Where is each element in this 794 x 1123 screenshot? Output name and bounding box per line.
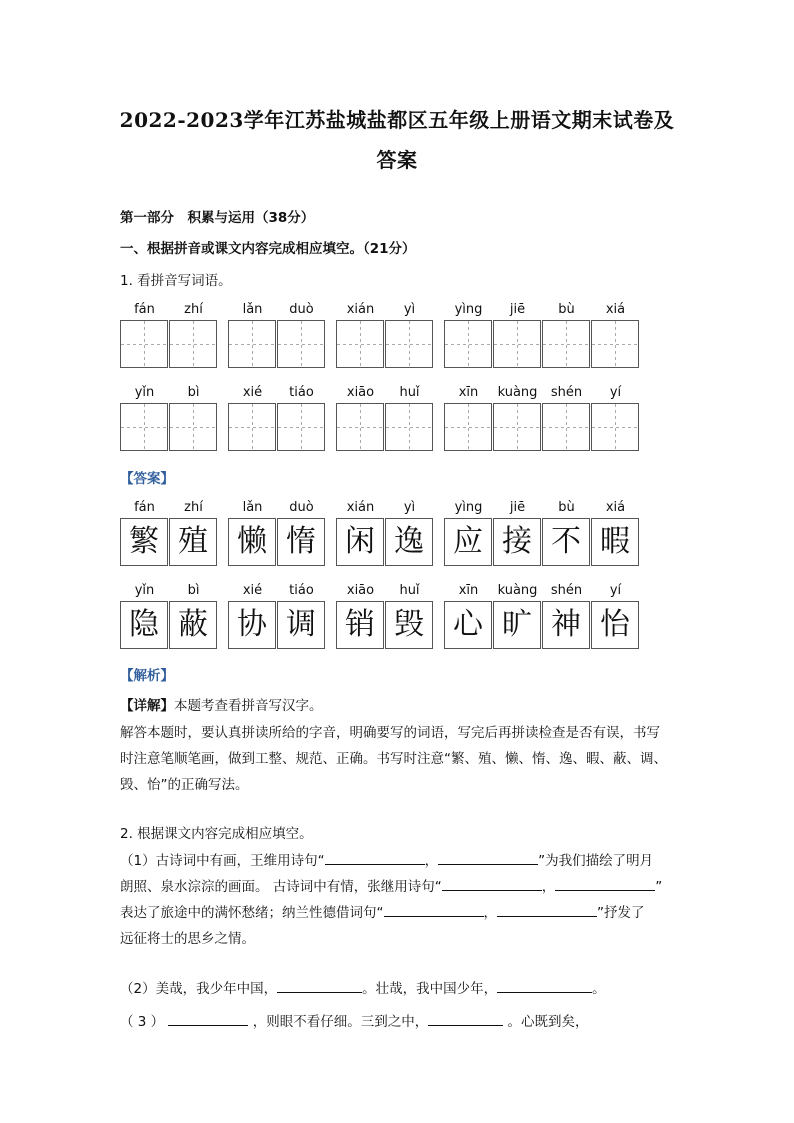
pinyin-label: yǐn — [134, 385, 155, 400]
char-cell — [169, 601, 217, 649]
pinyin-label: bì — [187, 385, 200, 400]
char-cell[interactable] — [493, 320, 541, 368]
char-cell — [336, 601, 384, 649]
char-cell[interactable] — [120, 403, 168, 451]
q2-part2: （2）美哉，我少年中国， 。壮哉，我中国少年， 。 — [120, 977, 606, 997]
q2-1-line-d: 远征将士的思乡之情。 — [120, 931, 255, 947]
char-text — [592, 404, 638, 450]
q2-part3: （ 3 ） ，则眼不看仔细。三到之中， 。心既到矣， — [120, 1010, 589, 1030]
char-cell — [493, 518, 541, 566]
fill-blank[interactable] — [438, 850, 538, 865]
char-cell — [120, 518, 168, 566]
char-cell — [444, 601, 492, 649]
pinyin-label: xián — [346, 302, 375, 317]
q2-1-line-a: （1）古诗词中有画，王维用诗句“ ， ”为我们描绘了明月 — [120, 848, 680, 874]
char-text — [494, 321, 540, 367]
char-cell[interactable] — [277, 403, 325, 451]
pinyin-label: kuàng — [497, 385, 538, 400]
pinyin-label: fán — [134, 500, 155, 515]
char-cell — [277, 518, 325, 566]
char-text: 旷 — [502, 607, 532, 642]
pinyin-label: yí — [609, 385, 622, 400]
pinyin-label: xīn — [458, 583, 479, 598]
char-text: 逸 — [394, 524, 424, 559]
char-cell[interactable] — [120, 320, 168, 368]
detail-line — [120, 694, 323, 714]
explanation — [120, 720, 680, 798]
pinyin-label: xié — [242, 583, 263, 598]
char-text: 销 — [345, 607, 375, 642]
part-heading: 第一部分 积累与运用（38分） — [120, 210, 315, 226]
explain-line-3: 毁、怡”的正确写法。 — [120, 777, 249, 793]
char-text: 毁 — [394, 607, 424, 642]
char-text: 调 — [286, 607, 316, 642]
char-text — [170, 404, 216, 450]
pinyin-label: jiē — [509, 500, 526, 515]
fill-blank[interactable] — [497, 902, 597, 917]
pinyin-label: shén — [550, 583, 583, 598]
pinyin-label: tiáo — [289, 385, 314, 400]
detail-tag: 【详解】 — [120, 698, 174, 714]
pinyin-label: xiá — [605, 500, 626, 515]
char-text — [592, 321, 638, 367]
char-text: 闲 — [345, 524, 375, 559]
char-text: 繁 — [129, 524, 159, 559]
fill-blank[interactable] — [442, 876, 542, 891]
char-text: 暇 — [600, 524, 630, 559]
char-cell — [591, 518, 639, 566]
pinyin-label: zhí — [184, 302, 203, 317]
char-text: 应 — [453, 524, 483, 559]
pinyin-label: kuàng — [497, 583, 538, 598]
char-text — [386, 321, 432, 367]
char-cell[interactable] — [169, 403, 217, 451]
char-cell — [228, 601, 276, 649]
char-text: 隐 — [129, 607, 159, 642]
pinyin-label: xiá — [605, 302, 626, 317]
detail-text: 本题考查看拼音写汉字。 — [174, 698, 323, 714]
char-text: 殖 — [178, 524, 208, 559]
fill-blank[interactable] — [384, 902, 484, 917]
char-cell — [277, 601, 325, 649]
char-cell — [120, 601, 168, 649]
char-cell[interactable] — [444, 320, 492, 368]
char-cell[interactable] — [542, 320, 590, 368]
pinyin-label: xiāo — [346, 583, 375, 598]
char-text — [543, 321, 589, 367]
pinyin-label: xiāo — [346, 385, 375, 400]
char-text — [170, 321, 216, 367]
char-cell[interactable] — [542, 403, 590, 451]
char-cell — [542, 518, 590, 566]
char-cell[interactable] — [444, 403, 492, 451]
char-text — [121, 404, 167, 450]
char-text: 心 — [453, 607, 483, 642]
char-cell — [228, 518, 276, 566]
char-text — [229, 404, 275, 450]
pinyin-label: fán — [134, 302, 155, 317]
char-text: 怡 — [600, 607, 630, 642]
char-text: 不 — [551, 524, 581, 559]
explain-line-1: 解答本题时，要认真拼读所给的字音，明确要写的词语，写完后再拼读检查是否有误，书写 — [120, 725, 660, 741]
q2-1-line-b: 朗照、泉水淙淙的画面。 古诗词中有情，张继用诗句“ ， ” — [120, 874, 680, 900]
pinyin-label: duò — [289, 500, 314, 515]
char-text — [229, 321, 275, 367]
char-cell — [385, 601, 433, 649]
answer-tag: 【答案】 — [120, 471, 174, 487]
fill-blank[interactable] — [428, 1011, 503, 1026]
pinyin-label: shén — [550, 385, 583, 400]
pinyin-label: lǎn — [242, 500, 263, 515]
char-cell — [444, 518, 492, 566]
char-text — [494, 404, 540, 450]
char-cell[interactable] — [228, 403, 276, 451]
pinyin-label: huǐ — [399, 385, 420, 400]
question-1: 1. 看拼音写词语。 — [120, 273, 232, 289]
explain-line-2: 时注意笔顺笔画，做到工整、规范、正确。书写时注意“繁、殖、懒、惰、逸、暇、蔽、调、 — [120, 751, 667, 767]
char-text: 懒 — [237, 524, 267, 559]
pinyin-label: zhí — [184, 500, 203, 515]
pinyin-label: xián — [346, 500, 375, 515]
char-cell — [591, 601, 639, 649]
pinyin-label: xīn — [458, 385, 479, 400]
char-cell — [542, 601, 590, 649]
pinyin-label: xié — [242, 385, 263, 400]
char-text — [121, 321, 167, 367]
pinyin-label: bù — [558, 302, 575, 317]
pinyin-label: yì — [403, 302, 416, 317]
char-text — [445, 404, 491, 450]
fill-blank[interactable] — [277, 978, 362, 993]
char-text — [445, 321, 491, 367]
section-heading: 一、根据拼音或课文内容完成相应填空。（21分） — [120, 241, 416, 257]
question-2: 2. 根据课文内容完成相应填空。 — [120, 826, 313, 842]
char-cell[interactable] — [385, 320, 433, 368]
pinyin-label: yǐn — [134, 583, 155, 598]
char-cell[interactable] — [169, 320, 217, 368]
fill-blank[interactable] — [497, 978, 592, 993]
char-cell[interactable] — [493, 403, 541, 451]
page-title — [100, 100, 694, 180]
char-cell[interactable] — [591, 320, 639, 368]
char-text — [278, 321, 324, 367]
char-text — [278, 404, 324, 450]
pinyin-label: huǐ — [399, 583, 420, 598]
pinyin-label: yìng — [454, 302, 483, 317]
char-text — [386, 404, 432, 450]
pinyin-label: yì — [403, 500, 416, 515]
char-cell — [493, 601, 541, 649]
q2-1-line-c: 表达了旅途中的满怀愁绪；纳兰性德借词句“ ， ”抒发了 — [120, 900, 680, 926]
char-cell[interactable] — [228, 320, 276, 368]
char-cell — [169, 518, 217, 566]
char-text — [543, 404, 589, 450]
pinyin-label: tiáo — [289, 583, 314, 598]
char-text: 惰 — [286, 524, 316, 559]
pinyin-label: lǎn — [242, 302, 263, 317]
fill-blank[interactable] — [555, 876, 655, 891]
char-text: 接 — [502, 524, 532, 559]
char-text: 协 — [237, 607, 267, 642]
title-line-2: 答案 — [376, 148, 418, 172]
char-cell — [336, 518, 384, 566]
pinyin-label: duò — [289, 302, 314, 317]
char-text — [337, 321, 383, 367]
char-cell — [385, 518, 433, 566]
char-text — [337, 404, 383, 450]
char-text: 神 — [551, 607, 581, 642]
pinyin-label: bù — [558, 500, 575, 515]
analysis-tag: 【解析】 — [120, 668, 174, 684]
char-cell[interactable] — [336, 320, 384, 368]
pinyin-label: yí — [609, 583, 622, 598]
fill-blank[interactable] — [325, 850, 425, 865]
char-cell[interactable] — [336, 403, 384, 451]
char-cell[interactable] — [591, 403, 639, 451]
title-line-1: 2022-2023学年江苏盐城盐都区五年级上册语文期末试卷及 — [119, 108, 675, 132]
char-cell[interactable] — [277, 320, 325, 368]
char-cell[interactable] — [385, 403, 433, 451]
q2-part1 — [120, 848, 680, 952]
pinyin-label: bì — [187, 583, 200, 598]
char-text: 蔽 — [178, 607, 208, 642]
pinyin-label: jiē — [509, 302, 526, 317]
fill-blank[interactable] — [168, 1011, 248, 1026]
pinyin-label: yìng — [454, 500, 483, 515]
